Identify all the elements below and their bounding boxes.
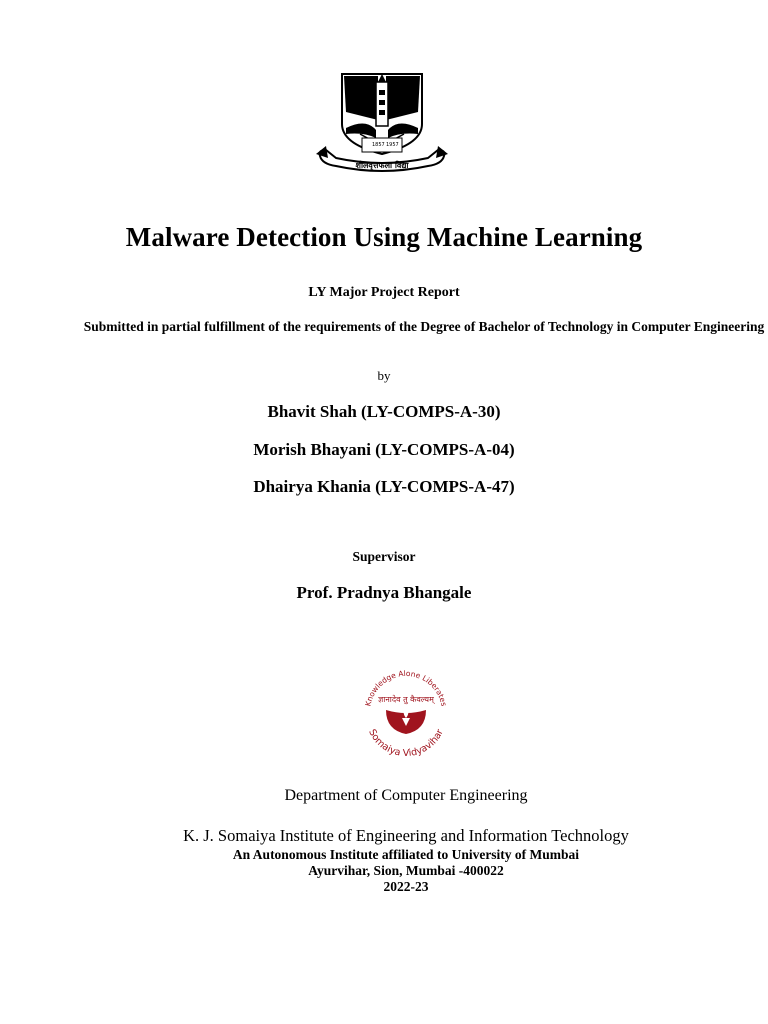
svg-text:1857: 1857 [372, 142, 385, 148]
affiliation-line: An Autonomous Institute affiliated to University of Mumbai [232, 847, 580, 862]
submission-statement: Submitted in partial fulfillment of the requirements of the Degree of Bachelor of Technology in Computer Engineering [83, 319, 765, 334]
supervisor-name: Prof. Pradnya Bhangale [296, 583, 472, 602]
svg-text:Knowledge Alone Liberates: Knowledge Alone Liberates [363, 668, 449, 708]
author-3: Dhairya Khania (LY-COMPS-A-47) [253, 477, 515, 496]
university-crest-logo [316, 72, 448, 180]
author-1: Bhavit Shah (LY-COMPS-A-30) [267, 402, 501, 421]
somaiya-vidyavihar-lamp-logo [356, 660, 456, 760]
report-subtitle: LY Major Project Report [308, 285, 460, 300]
svg-text:1957: 1957 [386, 142, 399, 148]
supervisor-label: Supervisor [352, 549, 416, 564]
author-2: Morish Bhayani (LY-COMPS-A-04) [253, 440, 515, 459]
academic-year: 2022-23 [383, 879, 429, 894]
institute-name: K. J. Somaiya Institute of Engineering and Information Technology [183, 826, 629, 845]
svg-text:शीलवृत्तफला विद्या: शीलवृत्तफला विद्या [355, 161, 409, 170]
address-line: Ayurvihar, Sion, Mumbai -400022 [308, 863, 504, 878]
by-label: by [377, 368, 391, 383]
report-title: Malware Detection Using Machine Learning [125, 222, 643, 252]
svg-text:ज्ञानादेव तु कैवल्यम्: ज्ञानादेव तु कैवल्यम् [378, 695, 434, 704]
department-name: Department of Computer Engineering [284, 787, 528, 804]
svg-text:Somaiya Vidyavihar: Somaiya Vidyavihar [366, 727, 446, 760]
